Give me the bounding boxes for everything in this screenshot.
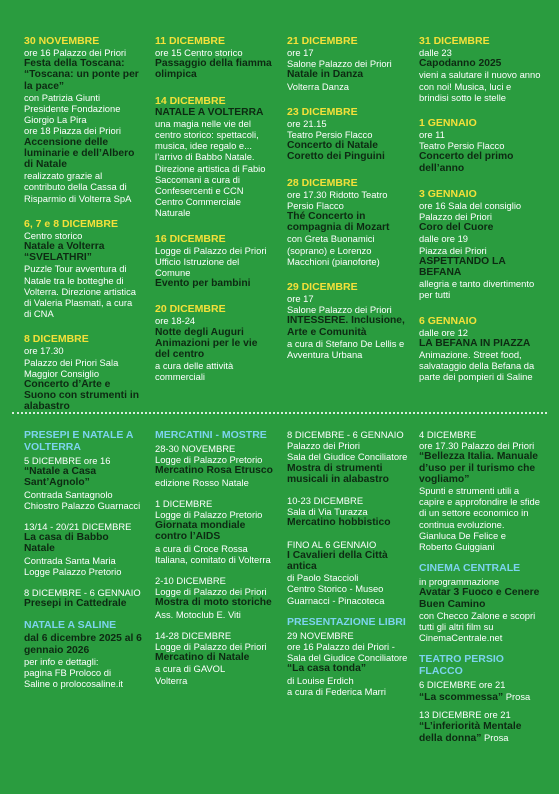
event-info: ore 17.30 Ridotto Teatro Persio Flacco [287,188,388,211]
event-date: 6, 7 e 8 DICEMBRE [24,217,118,230]
event-info: con Checco Zalone e scopri tutti gli altri film su CinemaCentrale.net [419,609,536,644]
event-info: Logge di Palazzo dei Priori [155,641,267,653]
event-3-gennaio [419,188,541,301]
event-date: 14 DICEMBRE [155,94,226,107]
event-title: Mostra di strumenti musicali in alabastro [287,462,389,485]
saline-dates: dal 6 dicembre 2025 al 6 gennaio 2026 [24,633,142,656]
event-30-novembre [24,35,142,204]
saline-info: pagina FB Proloco di [24,667,112,679]
event-title: “La scommessa” [419,691,504,703]
event-info: Volterra [155,674,188,686]
event-info: 10-23 DICEMBRE [287,495,364,507]
event-info: 14-28 DICEMBRE [155,629,232,641]
event-title: INTESSERE. Inclusione, Arte e Comunità [287,315,405,338]
event-info: a cura di GAVOL [155,663,226,675]
event-date: 23 DICEMBRE [287,105,358,118]
event-title: Avatar 3 Fuoco e Cenere Buen Camino [419,587,540,610]
event-info: vieni a salutare il nuovo anno con noi! Musica, luci e brindisi sotto le stelle [419,69,541,103]
event-info: con Patrizia Giunti [24,91,101,103]
event-info: 6 DICEMBRE ore 21 [419,679,506,691]
event-info: dalle ore 19 [419,233,468,245]
event-29-dicembre [287,281,405,360]
mostra-item [287,539,409,606]
event-info: Palazzo dei Priori Sala Maggior Consiglio [24,356,119,379]
event-info: 5 DICEMBRE ore 16 [24,455,111,466]
event-6-7-8-dicembre [24,218,142,320]
mostra-item [287,429,409,485]
event-21-dicembre [287,35,405,92]
event-date: 28 DICEMBRE [287,176,358,189]
presepi-item [24,455,142,511]
event-title: Mercatino hobbistico [287,517,391,529]
event-date: 20 DICEMBRE [155,303,226,316]
event-info: 29 NOVEMBRE [287,629,354,641]
event-title: “Natale a Casa Sant’Agnolo” [24,466,97,489]
event-date: 30 NOVEMBRE [24,35,100,47]
event-info: Giorgio La Pira [24,114,87,126]
event-date: 8 DICEMBRE [24,333,89,346]
event-info: Direzione artistica di Fabio Saccomani a cura di Confesercenti e CCN Centro Commerciale Naturale [155,162,266,219]
event-title: Natale in Danza [287,69,364,81]
event-info: 1 DICEMBRE [155,497,213,509]
event-info: Teatro Persio Flacco [287,129,373,141]
event-title: Natale a Volterra “SVELATHRI” [24,241,105,264]
event-info: Volterra Danza [287,80,350,92]
teatro-item [419,679,541,702]
event-info: Ass. Motoclub E. Viti [155,608,241,620]
bottom-column-1 [24,429,142,689]
event-date: 11 DICEMBRE [155,35,226,47]
event-genre: Prosa [505,690,531,702]
event-11-dicembre [155,35,273,81]
event-info: ore 16 Palazzo dei Priori [24,47,127,58]
bottom-column-4 [419,429,541,744]
event-28-dicembre [287,177,405,267]
event-info: Logge di Palazzo Pretorio [155,509,263,521]
presepi-item [24,521,142,577]
event-info: ore 11 [419,129,445,141]
event-info: Sala del Giudice Conciliatore [287,451,408,463]
event-date: 31 DICEMBRE [419,35,490,47]
event-info: Presidente Fondazione [24,103,121,115]
event-title: Evento per bambini [155,278,251,290]
event-title: Mercatino di Natale [155,652,250,664]
event-info: ore 17.30 [24,345,64,357]
event-info: 13 DICEMBRE ore 21 [419,708,511,720]
event-info: realizzato grazie al contributo della Cassa di Risparmio di Volterra SpA [24,170,132,204]
event-info: a cura di Federica Marri [287,685,386,697]
event-info: 8 DICEMBRE - 6 GENNAIO [24,587,141,599]
event-info: dalle 23 [419,47,452,58]
event-info: 2-10 DICEMBRE [155,575,226,587]
event-info: Spunti e strumenti utili a capire e approfondire le sfide di un settore economico in continua evoluzione. [419,485,540,530]
event-info: Logge di Palazzo Pretorio [155,454,263,466]
event-info: ore 18 Piazza dei Priori [24,125,121,137]
event-info: ore 17 [287,47,314,58]
event-title: Concerto del primo dell’anno [419,151,514,174]
event-title: Notte degli Auguri Animazioni per le vie del centro [155,326,258,361]
event-info: 4 DICEMBRE [419,429,477,440]
event-info: allegria e tanto divertimento per tutti [419,278,535,301]
event-info: FINO AL 6 GENNAIO [287,538,377,550]
event-info: ore 15 Centro storico [155,47,243,58]
event-date: 29 DICEMBRE [287,281,358,294]
event-title: “Bellezza Italia. Manuale d’uso per il turismo che vogliamo” [419,451,539,485]
event-info: di Louise Erdich [287,674,354,686]
event-title: Capodanno 2025 [419,58,502,70]
event-date: 21 DICEMBRE [287,35,358,47]
event-title: NATALE A VOLTERRA [155,106,264,118]
event-16-dicembre [155,233,273,290]
event-8-dicembre [24,333,142,412]
event-title: La casa di Babbo Natale [24,532,109,555]
saline-info: per info e dettagli: [24,655,99,667]
event-title: Coro del Cuore [419,222,494,234]
event-info: Contrada Santa Maria [24,554,116,566]
event-title: ASPETTANDO LA BEFANA [419,255,506,279]
event-date: 3 GENNAIO [419,187,477,200]
event-info: Logge di Palazzo dei Priori Ufficio Istruzione del Comune [155,244,267,279]
event-info: a cura di Croce Rossa Italiana, comitato di Volterra [155,542,271,565]
event-info: a cura di Stefano De Lellis e Avventura Urbana [287,337,405,361]
event-31-dicembre [419,35,541,103]
top-column-4 [419,33,541,397]
libro-item [419,429,541,552]
event-23-dicembre [287,106,405,163]
top-column-1 [24,33,142,427]
section-header-cinema: CINEMA CENTRALE [419,562,521,575]
event-info: 13/14 - 20/21 DICEMBRE [24,521,132,533]
event-14-dicembre [155,95,273,219]
event-info: Piazza dei Priori [419,244,487,256]
event-title: I Cavalieri della Città antica [287,549,388,573]
event-genre: Prosa [483,732,509,744]
event-info: ore 16 Palazzo dei Priori - Sala del Giudice Conciliatore [287,641,408,664]
event-title: Accensione delle luminarie e dell’Albero di Natale [24,136,135,171]
section-header-libri: PRESENTAZIONE LIBRI [287,615,406,628]
event-info: Logge di Palazzo dei Priori [155,586,267,598]
section-header-presepi: PRESEPI E NATALE A VOLTERRA [24,429,134,453]
event-info: in programmazione [419,576,500,588]
event-title: Festa della Toscana: “Toscana: un ponte per la pace” [24,58,139,92]
event-info: Salone Palazzo dei Priori [287,304,392,316]
event-info: ore 21.15 [287,117,327,129]
mercatino-item [155,575,273,620]
event-title: LA BEFANA IN PIAZZA [419,337,531,349]
event-info: 28-30 NOVEMBRE [155,443,236,454]
event-info: ore 17.30 Palazzo dei Priori [419,440,535,452]
event-info: una magia nelle vie del centro storico: spettacoli, musica, idee regalo e... l’arrivo di Babbo Natale. [155,117,259,163]
event-title: Mercatino Rosa Etrusco [155,465,273,477]
event-title: Concerto d’Arte e Suono con strumenti in alabastro [24,379,139,413]
event-title: Concerto di Natale Coretto dei Pinguini [287,140,385,163]
top-column-3 [287,33,405,374]
bottom-column-2 [155,429,273,686]
saline-info: Saline o prolocosaline.it [24,678,124,690]
presepi-item [24,587,142,609]
event-info: Sala di Via Turazza [287,506,368,518]
section-divider [12,412,547,414]
section-header-mercatini: MERCATINI - MOSTRE [155,429,267,441]
section-header-saline: NATALE A SALINE [24,619,117,632]
mercatino-item [155,498,273,565]
event-info: Contrada Santagnolo [24,488,113,500]
event-info: dalle ore 12 [419,326,468,338]
event-title: Presepi in Cattedrale [24,598,127,610]
event-title: Giornata mondiale contro l’AIDS [155,520,246,543]
event-info: di Paolo Staccioli [287,572,359,584]
mercatino-item [155,443,273,488]
event-info: Centro storico [24,229,83,241]
event-1-gennaio [419,117,541,174]
event-info: con Greta Buonamici (soprano) e Lorenzo Macchioni (pianoforte) [287,233,380,267]
event-title: Mostra di moto storiche [155,597,272,609]
event-info: Salone Palazzo dei Priori [287,58,392,70]
event-info: Logge Palazzo Pretorio [24,565,122,577]
event-info: Gianluca De Felice e Roberto Guiggiani [419,529,507,553]
event-20-dicembre [155,303,273,382]
mostra-item [287,495,409,529]
event-info: Centro Storico - Museo Guarnacci - Pinacoteca [287,583,385,606]
event-title: “La casa tonda” [287,663,366,675]
event-info: Animazione. Street food, salvataggio della Befana da parte dei pompieri di Saline [419,349,535,383]
bottom-column-3 [287,429,409,697]
event-date: 6 GENNAIO [419,314,477,327]
event-info: Chiostro Palazzo Guarnacci [24,499,141,511]
event-title: “L’inferiorità Mentale della donna” [419,721,522,745]
teatro-item [419,709,541,745]
event-info: edizione Rosso Natale [155,476,249,488]
event-info: a cura delle attività commerciali [155,360,234,383]
event-info: ore 18-24 [155,315,196,327]
section-header-teatro: TEATRO PERSIO FLACCO [419,653,504,678]
event-info: Teatro Persio Flacco [419,140,505,152]
libri-item [287,630,409,697]
event-info: ore 17 [287,293,314,305]
event-title: Thé Concerto in compagnia di Mozart [287,211,390,234]
top-column-2 [155,33,273,397]
event-date: 16 DICEMBRE [155,232,226,245]
event-info: Puzzle Tour avventura di Natale tra le botteghe di Volterra. Direzione artistica di Valeria Plasmati, a cura di CNA [24,263,137,320]
event-6-gennaio [419,315,541,383]
event-title: Passaggio della fiamma olimpica [155,58,272,81]
mercatino-item [155,630,273,686]
event-info: ore 16 Sala del consiglio Palazzo dei Priori [419,199,522,223]
event-date: 1 GENNAIO [419,117,477,130]
event-info: Palazzo dei Priori [287,440,360,452]
cinema-item [419,576,541,643]
event-info: 8 DICEMBRE - 6 GENNAIO [287,429,404,440]
